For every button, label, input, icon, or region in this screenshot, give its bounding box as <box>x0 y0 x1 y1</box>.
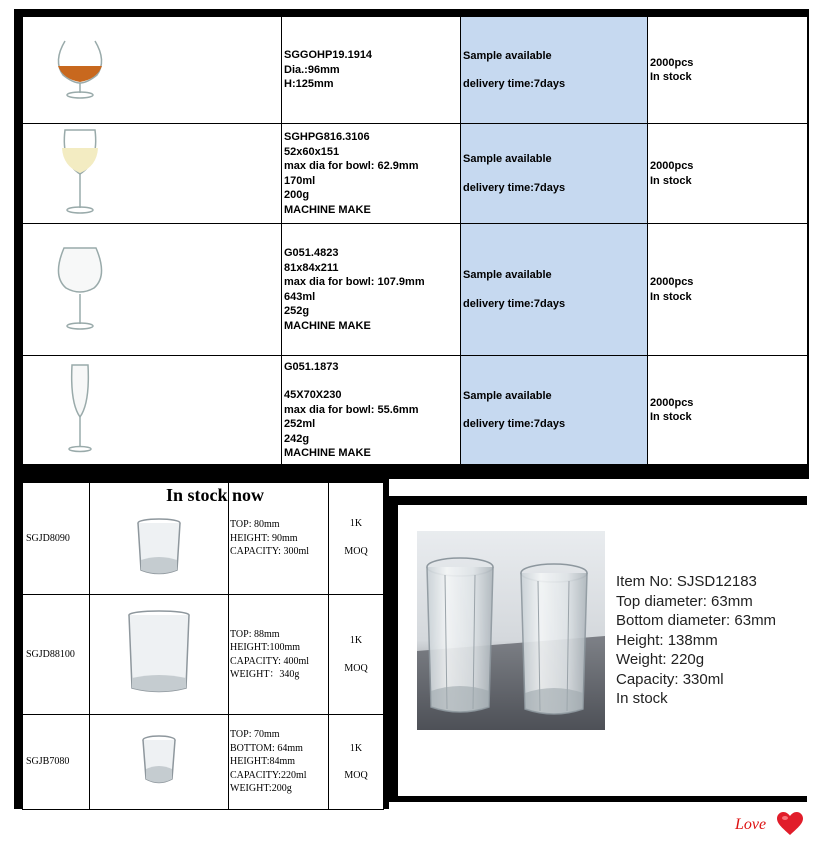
spec-line: max dia for bowl: 107.9mm <box>284 276 425 288</box>
sample-delivery-cell <box>461 124 648 224</box>
spec-line: G051.4823 <box>284 247 339 259</box>
tumbler-right <box>521 564 587 714</box>
moq-cell <box>329 595 384 715</box>
product-spec-cell <box>282 124 461 224</box>
featured-spec-line: Bottom diameter: 63mm <box>616 612 777 629</box>
featured-spec-line: Capacity: 330ml <box>616 670 724 688</box>
spec-line: H:125mm <box>284 78 334 91</box>
spec-line: 252ml <box>284 418 316 430</box>
spec-line: SGGOHP19.1914 <box>284 49 373 62</box>
spec-line: 45X70X230 <box>284 389 342 401</box>
product-row <box>23 124 808 224</box>
spec-line: CAPACITY:220ml <box>230 769 307 781</box>
spec-line: max dia for bowl: 55.6mm <box>284 403 419 416</box>
heart-icon <box>777 812 803 836</box>
moq-label: MOQ <box>344 770 368 781</box>
spec-line: WEIGHT：340g <box>230 669 300 680</box>
stock-cell <box>648 124 808 224</box>
moq-quantity: 1K <box>349 635 363 646</box>
spec-line: HEIGHT: 90mm <box>230 532 298 544</box>
spec-line: MACHINE MAKE <box>284 203 371 216</box>
tumbler-image-cell <box>90 595 229 715</box>
tumbler-image <box>136 518 182 581</box>
product-spec-cell <box>282 17 461 124</box>
item-code: SGJD8090 <box>23 483 90 595</box>
stock-quantity: 2000pcs <box>650 396 694 409</box>
spec-line: 170ml <box>284 174 316 187</box>
tumbler-pair-photo <box>417 531 605 730</box>
delivery-time: delivery time:7days <box>463 181 566 194</box>
delivery-time: delivery time:7days <box>463 78 566 90</box>
stock-quantity: 2000pcs <box>650 276 694 288</box>
moq-cell <box>329 715 384 810</box>
delivery-time: delivery time:7days <box>463 418 566 430</box>
product-spec-cell <box>282 224 461 356</box>
sample-availability: Sample available <box>463 49 552 62</box>
white-wine-glass-image <box>55 126 105 221</box>
spec-line: SGHPG816.3106 <box>284 131 370 143</box>
spec-line: HEIGHT:84mm <box>230 756 296 768</box>
flute-glass-image <box>60 363 100 458</box>
tumbler-spec-cell <box>229 595 329 715</box>
sample-availability: Sample available <box>463 269 552 281</box>
spec-line: MACHINE MAKE <box>284 447 371 459</box>
spec-line: 81x84x211 <box>284 261 339 274</box>
item-code: SGJD88100 <box>23 595 90 715</box>
spec-line: TOP: 88mm <box>230 628 280 640</box>
stock-status: In stock <box>650 411 692 423</box>
spec-line: WEIGHT:200g <box>230 783 292 795</box>
featured-spec-line: Weight: 220g <box>616 651 705 668</box>
featured-spec-line: Item No: SJSD12183 <box>616 573 757 590</box>
sample-availability: Sample available <box>463 389 552 402</box>
sample-availability: Sample available <box>463 153 552 165</box>
item-code: SGJB7080 <box>23 715 90 810</box>
sample-delivery-cell <box>461 224 648 356</box>
stock-status: In stock <box>650 174 692 187</box>
tumbler-image <box>141 735 177 790</box>
product-row <box>23 356 808 465</box>
tumbler-image-cell <box>90 715 229 810</box>
spec-line: BOTTOM: 64mm <box>230 742 303 754</box>
stock-status: In stock <box>650 290 692 303</box>
product-image-cell <box>23 224 282 356</box>
sample-delivery-cell <box>461 17 648 124</box>
stock-status: In stock <box>650 71 692 83</box>
spec-line: HEIGHT:100mm <box>230 642 301 653</box>
instock-table <box>22 482 384 810</box>
brandy-snifter-glass-image <box>45 33 115 108</box>
moq-quantity: 1K <box>349 518 363 529</box>
product-row <box>23 17 808 124</box>
stock-quantity: 2000pcs <box>650 56 694 69</box>
spec-line: MACHINE MAKE <box>284 319 371 332</box>
instock-row <box>23 595 384 715</box>
featured-spec-line: In stock <box>616 690 668 707</box>
featured-spec-line: Height: 138mm <box>616 631 718 649</box>
stock-cell <box>648 224 808 356</box>
spec-line: 52x60x151 <box>284 145 340 158</box>
spec-line: Dia.:96mm <box>284 63 340 76</box>
moq-quantity: 1K <box>349 742 363 754</box>
stock-cell <box>648 356 808 465</box>
featured-specs <box>616 572 776 709</box>
spec-line: 200g <box>284 189 310 201</box>
spec-line: TOP: 70mm <box>230 729 280 741</box>
product-row <box>23 224 808 356</box>
spec-line: CAPACITY: 300ml <box>230 546 310 557</box>
spec-line: TOP: 80mm <box>230 519 280 530</box>
moq-label: MOQ <box>344 662 368 674</box>
stock-cell <box>648 17 808 124</box>
stock-quantity: 2000pcs <box>650 160 694 172</box>
moq-cell <box>329 483 384 595</box>
love-watermark <box>735 812 807 840</box>
spec-line: G051.1873 <box>284 360 339 373</box>
featured-spec-line: Top diameter: 63mm <box>616 592 753 610</box>
spec-line: 242g <box>284 432 310 445</box>
product-image-cell <box>23 17 282 124</box>
instock-title: In stock now <box>165 485 265 505</box>
tumbler-image <box>127 610 191 699</box>
sample-delivery-cell <box>461 356 648 465</box>
product-image-cell <box>23 124 282 224</box>
tumbler-spec-cell <box>229 715 329 810</box>
spec-line: CAPACITY: 400ml <box>230 655 310 667</box>
spec-line <box>284 374 458 388</box>
product-catalog-table <box>22 16 808 465</box>
burgundy-glass-image <box>50 242 110 337</box>
moq-label: MOQ <box>344 545 368 557</box>
product-image-cell <box>23 356 282 465</box>
delivery-time: delivery time:7days <box>463 297 566 310</box>
spec-line: 643ml <box>284 290 316 303</box>
spec-line: max dia for bowl: 62.9mm <box>284 160 419 172</box>
love-text: Love <box>735 816 767 833</box>
product-spec-cell <box>282 356 461 465</box>
tumbler-left <box>427 558 493 712</box>
instock-row <box>23 715 384 810</box>
spec-line: 252g <box>284 305 310 317</box>
